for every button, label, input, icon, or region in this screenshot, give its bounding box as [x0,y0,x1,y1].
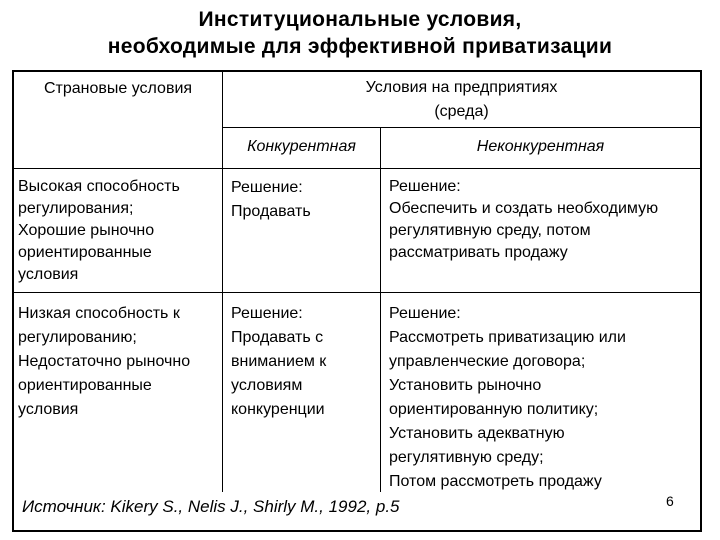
header-competitive: Конкурентная [247,138,356,155]
header-enterprise-line-2: (среда) [434,103,489,120]
header-bottom-divider [14,168,700,169]
header-country-conditions: Страновые условия [43,80,193,97]
source-citation: Источник: Kikery S., Nelis J., Shirly M., 1992, p.5 [22,497,400,516]
row-2-competitive: Решение: Продавать с вниманием к условиям конкуренции [231,305,327,418]
header-divider [222,127,700,128]
page-title [0,6,720,60]
row-2-noncompetitive: Решение: Рассмотреть приватизацию или управленческие договора; Установить рыночно ориентированную политику; Установить адекватную регулятивную среду; Потом рассмотреть продажу [389,305,626,490]
header-enterprise-line-1: Условия на предприятиях [365,79,558,96]
header-noncompetitive: Неконкурентная [476,138,605,155]
column-divider-1 [222,72,223,492]
title-line-2: необходимые для эффективной приватизации [107,35,613,58]
row-1-noncompetitive: Решение: Обеспечить и создать необходимую регулятивную среду, потом рассматривать продажу [389,178,659,261]
title-line-1: Институциональные условия, [198,8,522,31]
column-divider-2 [380,127,381,492]
row-1-competitive: Решение: Продавать [231,179,311,220]
page-number: 6 [666,493,674,509]
header-enterprise-conditions [223,76,700,124]
row-2-country-conditions: Низкая способность к регулированию; Недостаточно рыночно ориентированные условия [18,305,191,418]
row-divider [14,292,700,293]
row-1-country-conditions: Высокая способность регулирования; Хорошие рыночно ориентированные условия [18,178,180,283]
